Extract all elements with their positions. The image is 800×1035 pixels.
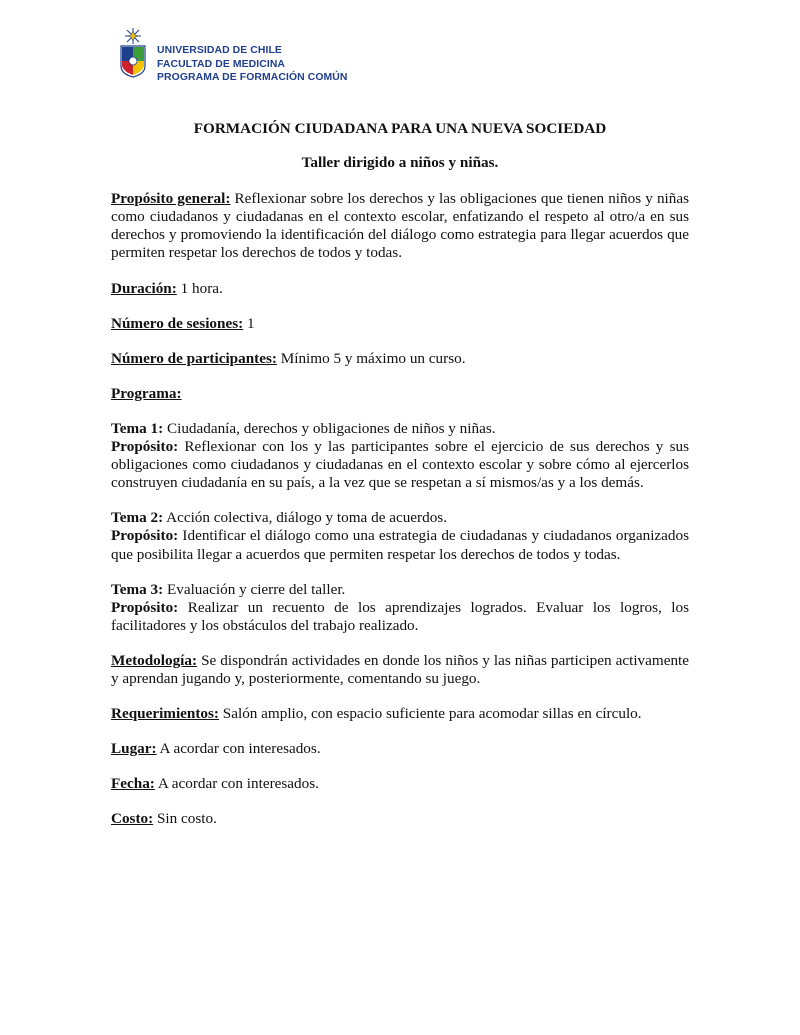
tema-2-heading xyxy=(111,509,689,527)
costo-paragraph xyxy=(111,810,689,828)
document-title: FORMACIÓN CIUDADANA PARA UNA NUEVA SOCIEDAD xyxy=(193,120,607,137)
tema-1-proposito xyxy=(111,438,689,492)
costo-label: Costo: xyxy=(111,810,154,828)
participantes-paragraph xyxy=(111,350,689,368)
tema-3-proposito-text: Realizar un recuento de los aprendizajes logrados. Evaluar los logros, los facilitadores y los obstáculos del trabajo realizado. xyxy=(111,598,689,634)
fecha-paragraph xyxy=(111,775,689,793)
tema-2-text: Acción colectiva, diálogo y toma de acuerdos. xyxy=(163,509,447,527)
tema-1-label: Tema 1: xyxy=(111,419,164,437)
tema-3-proposito xyxy=(111,599,689,635)
tema-2-proposito-label: Propósito: xyxy=(111,527,179,545)
tema-3-label: Tema 3: xyxy=(111,580,164,598)
tema-1-proposito-text: Reflexionar con los y las participantes sobre el ejercicio de sus derechos y sus obligaciones como ciudadanos y ciudadanas en el contexto escolar y sobre cómo al ejercerlos construyen ciudadanía en su país, a la vez que se respetan a sí mismos/as y a los demás. xyxy=(111,438,689,492)
fecha-label: Fecha: xyxy=(111,775,155,793)
program-name: PROGRAMA DE FORMACIÓN COMÚN xyxy=(157,72,348,84)
tema-1-proposito-label: Propósito: xyxy=(111,438,179,456)
participantes-text: Mínimo 5 y máximo un curso. xyxy=(276,349,466,367)
requerimientos-paragraph xyxy=(111,705,689,723)
participantes-label: Número de participantes: xyxy=(111,349,277,367)
faculty-name: FACULTAD DE MEDICINA xyxy=(157,58,286,70)
metodologia-paragraph xyxy=(111,652,689,688)
document-body xyxy=(111,120,689,828)
duracion-paragraph xyxy=(111,280,689,298)
tema-3-text: Evaluación y cierre del taller. xyxy=(163,580,346,598)
university-crest-icon xyxy=(118,26,148,78)
duracion-text: 1 hora. xyxy=(176,279,223,297)
metodologia-text: Se dispondrán actividades en donde los niños y las niñas participen activamente y aprendan jugando y, posteriormente, comentando su juego. xyxy=(111,651,689,687)
sesiones-text: 1 xyxy=(243,314,255,332)
requerimientos-label: Requerimientos: xyxy=(111,705,219,723)
tema-1-text: Ciudadanía, derechos y obligaciones de niños y niñas. xyxy=(163,419,496,437)
university-name: UNIVERSIDAD DE CHILE xyxy=(157,45,282,56)
tema-2-label: Tema 2: xyxy=(111,509,164,527)
costo-text: Sin costo. xyxy=(153,810,217,828)
document-subtitle: Taller dirigido a niños y niñas. xyxy=(301,154,499,172)
tema-1-heading xyxy=(111,420,689,438)
metodologia-label: Metodología: xyxy=(111,651,198,669)
programa-heading xyxy=(111,385,689,403)
sesiones-paragraph xyxy=(111,315,689,333)
lugar-text: A acordar con interesados. xyxy=(156,740,321,758)
tema-3-proposito-label: Propósito: xyxy=(111,598,179,616)
requerimientos-text: Salón amplio, con espacio suficiente para acomodar sillas en círculo. xyxy=(218,705,642,723)
programa-label: Programa: xyxy=(111,384,182,402)
institution-header xyxy=(118,26,348,85)
duracion-label: Duración: xyxy=(111,279,177,297)
lugar-paragraph xyxy=(111,740,689,758)
proposito-general-text: Reflexionar sobre los derechos y las obligaciones que tienen niños y niñas como ciudadanos y ciudadanas en el contexto escolar, enfatizando el respeto al otro/a en sus derechos y promoviendo la identificación del diálogo como estrategia para llegar acuerdos que permiten respetar los derechos de todos y todas. xyxy=(111,190,689,262)
sesiones-label: Número de sesiones: xyxy=(111,314,244,332)
tema-2-proposito xyxy=(111,527,689,563)
proposito-general-label: Propósito general: xyxy=(111,190,231,208)
tema-3-heading xyxy=(111,581,689,599)
tema-2-proposito-text: Identificar el diálogo como una estrategia de ciudadanas y ciudadanos organizados que posibilita llegar a acuerdos que permiten respetar los derechos de todos y todas. xyxy=(111,527,689,563)
proposito-general-paragraph xyxy=(111,190,689,262)
fecha-text: A acordar con interesados. xyxy=(154,775,319,793)
lugar-label: Lugar: xyxy=(111,740,157,758)
